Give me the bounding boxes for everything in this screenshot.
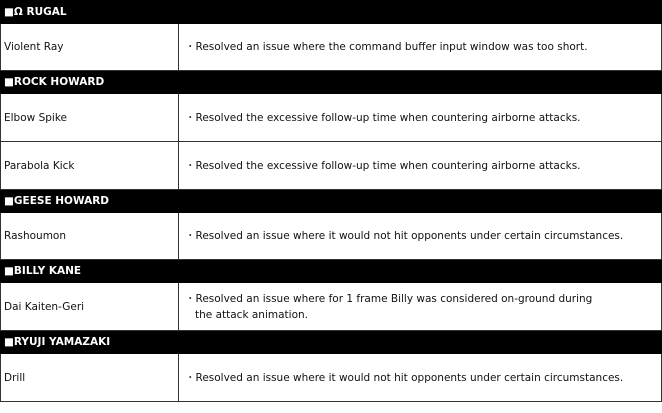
section-header-geese-howard [1, 190, 662, 213]
section-title: ■BILLY KANE [1, 260, 662, 283]
move-note [179, 354, 662, 402]
move-note [179, 142, 662, 190]
table-row [1, 213, 662, 260]
section-title: ■GEESE HOWARD [1, 190, 662, 213]
note-line: ・Resolved an issue where it would not hit opponents under certain circumstances. [185, 230, 624, 242]
move-note [179, 283, 662, 331]
section-title: ■RYUJI YAMAZAKI [1, 331, 662, 354]
note-line: the attack animation. [195, 308, 308, 321]
note-line: ・Resolved the excessive follow-up time when countering airborne attacks. [185, 111, 581, 124]
section-header-ryuji-yamazaki [1, 331, 662, 354]
note-line: ・Resolved the excessive follow-up time when countering airborne attacks. [185, 159, 581, 172]
move-name: Rashoumon [1, 213, 179, 260]
section-title: ■ROCK HOWARD [1, 71, 662, 94]
section-header-billy-kane [1, 260, 662, 283]
table-row [1, 283, 662, 331]
table-row [1, 142, 662, 190]
move-name: Elbow Spike [1, 94, 179, 142]
section-header-rock-howard [1, 71, 662, 94]
note-line: ・Resolved an issue where the command buffer input window was too short. [185, 41, 588, 53]
table-row [1, 24, 662, 71]
table-row [1, 354, 662, 402]
move-name: Drill [1, 354, 179, 402]
note-line: ・Resolved an issue where it would not hit opponents under certain circumstances. [185, 371, 624, 384]
move-note [179, 94, 662, 142]
move-name: Violent Ray [1, 24, 179, 71]
note-line: ・Resolved an issue where for 1 frame Billy was considered on-ground during [185, 292, 593, 305]
move-note [179, 24, 662, 71]
move-note [179, 213, 662, 260]
section-title: ■Ω RUGAL [1, 1, 662, 24]
table-row [1, 94, 662, 142]
move-name: Parabola Kick [1, 142, 179, 190]
section-header-rugal [1, 1, 662, 24]
move-name: Dai Kaiten-Geri [1, 283, 179, 331]
